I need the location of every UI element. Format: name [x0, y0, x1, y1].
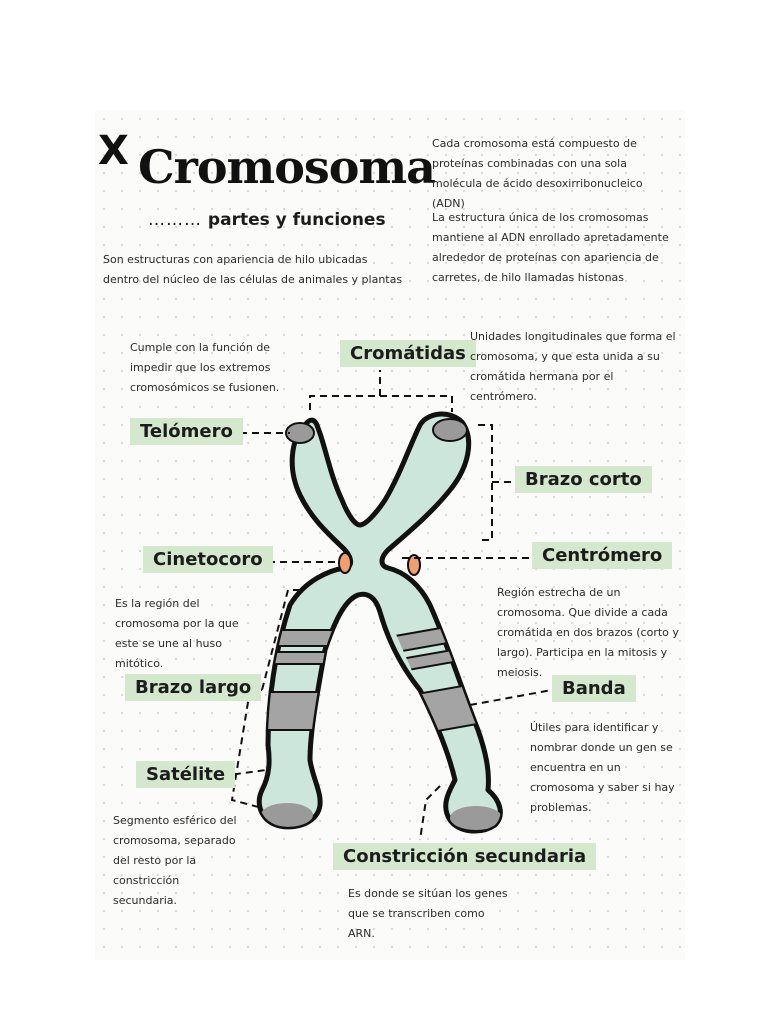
- label-banda: Banda: [552, 675, 636, 702]
- band-left-1: [250, 630, 380, 646]
- label-constriccion: Constricción secundaria: [333, 843, 596, 870]
- composition-text: Cada cromosoma está compuesto de proteínas combinadas con una sola molécula de ácido desoxirribonucleico (ADN): [432, 137, 643, 210]
- label-centromero: Centrómero: [532, 542, 672, 569]
- label-telomero: Telómero: [130, 418, 243, 445]
- desc-telomero: Cumple con la función de impedir que los extremos cromosómicos se fusionen.: [130, 341, 280, 394]
- subtitle-dots: ………: [148, 210, 202, 230]
- structure-text: La estructura única de los cromosomas mantiene al ADN enrollado apretadamente alrededor de proteínas con apariencia de carretes, de hilo llamadas histonas: [432, 211, 669, 284]
- page-title: Cromosoma: [138, 140, 435, 194]
- label-brazo-largo: Brazo largo: [125, 674, 261, 701]
- label-brazo-corto: Brazo corto: [515, 466, 652, 493]
- desc-cromatidas: Unidades longitudinales que forma el cromosoma, y que esta unida a su cromátida hermana por el centrómero.: [470, 330, 676, 403]
- desc-cinetocoro: Es la región del cromosoma por la que este se une al huso mitótico.: [115, 597, 239, 670]
- leader-constriccion: [420, 786, 440, 840]
- desc-banda: Útiles para identificar y nombrar donde un gen se encuentra en un cromosoma y saber si hay problemas.: [530, 721, 675, 814]
- leader-brazo-corto: [478, 425, 515, 540]
- label-cromatidas: Cromátidas: [340, 340, 476, 367]
- desc-centromero: Región estrecha de un cromosoma. Que divide a cada cromátida en dos brazos (corto y largo). Participa en la mitosis y meiosis.: [497, 586, 679, 679]
- chromosome-body: [259, 414, 500, 831]
- label-satelite: Satélite: [136, 761, 235, 788]
- desc-constriccion: Es donde se sitúan los genes que se transcriben como ARN.: [348, 887, 508, 940]
- subtitle-text: partes y funciones: [207, 210, 386, 230]
- desc-satelite: Segmento esférico del cromosoma, separado del resto por la constricción secundaria.: [113, 814, 237, 907]
- x-mark-icon: X: [98, 128, 129, 174]
- telomere-left-top: [286, 423, 314, 443]
- kinetochore-left: [339, 553, 351, 573]
- telomere-right-top: [433, 419, 467, 441]
- leader-cromatidas: [310, 370, 452, 412]
- leader-banda: [470, 690, 552, 705]
- intro-text: Son estructuras con apariencia de hilo ubicadas dentro del núcleo de las células de animales y plantas: [103, 253, 403, 286]
- label-cinetocoro: Cinetocoro: [143, 546, 273, 573]
